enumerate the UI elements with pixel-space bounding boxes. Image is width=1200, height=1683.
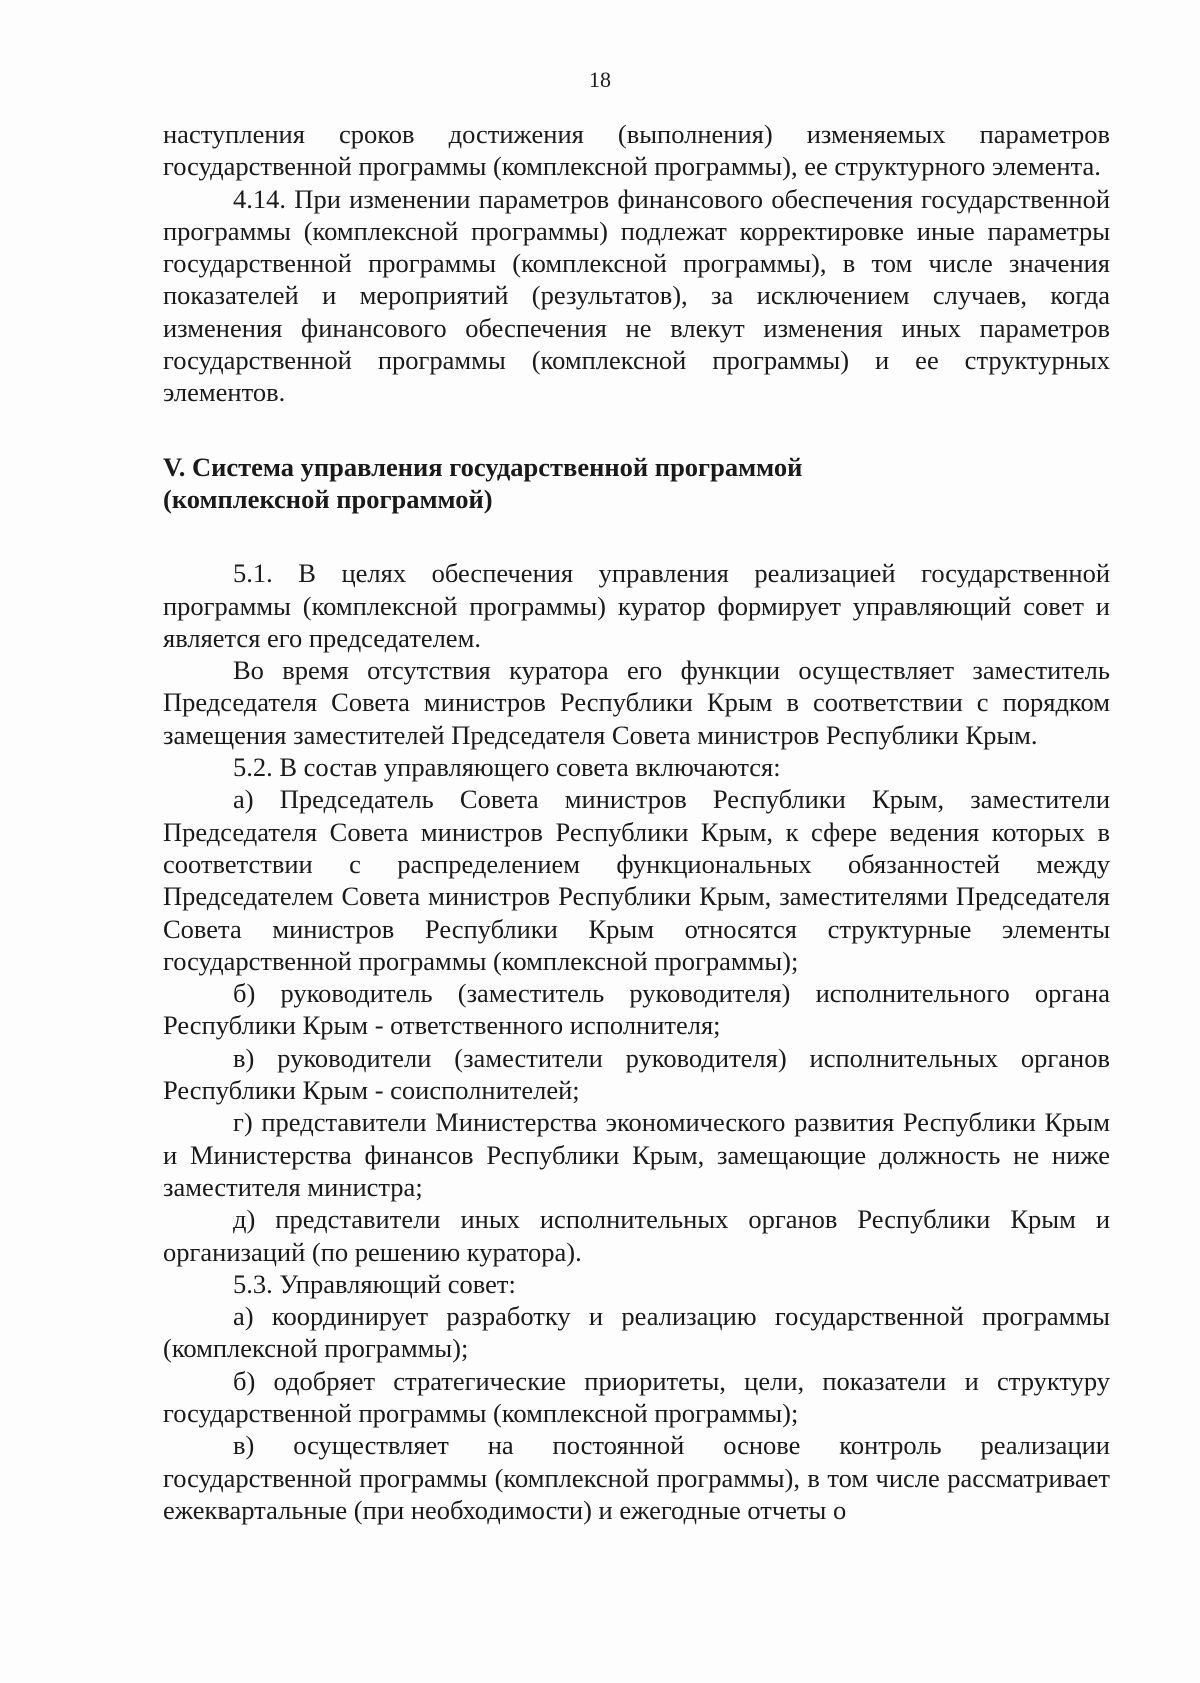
section-heading [163, 451, 1110, 516]
list-item-b: б) одобряет стратегические приоритеты, цели, показатели и структуру государственной программы (комплексной программы); [163, 1365, 1110, 1428]
section-heading-line-1: V. Система управления государственной программой [163, 451, 803, 482]
document-body [163, 118, 1110, 1526]
paragraph: Во время отсутствия куратора его функции осуществляет заместитель Председателя Совета министров Республики Крым в соответствии с порядком замещения заместителей Председателя Совета министров Республики Крым. [163, 655, 1110, 750]
paragraph-5-2: 5.2. В состав управляющего совета включаются: [233, 752, 781, 783]
list-item-g: г) представители Министерства экономического развития Республики Крым и Министерства финансов Республики Крым, замещающие должность не ниже заместителя министра; [163, 1107, 1110, 1202]
paragraph-4-14: 4.14. При изменении параметров финансового обеспечения государственной программы (комплексной программы) подлежат корректировке иные параметры государственной программы (комплексной программы), в том числе значения показателей и мероприятий (результатов), за исключением случаев, когда изменения финансового обеспечения не влекут изменения иных параметров государственной программы (комплексной программы) и ее структурных элементов. [163, 183, 1110, 408]
list-item-b: б) руководитель (заместитель руководителя) исполнительного органа Республики Крым - ответственного исполнителя; [163, 978, 1110, 1041]
list-item-a: а) координирует разработку и реализацию государственной программы (комплексной программы); [163, 1301, 1110, 1364]
list-item-v: в) руководители (заместители руководителя) исполнительных органов Республики Крым - соисполнителей; [163, 1042, 1110, 1106]
list-item-v: в) осуществляет на постоянной основе контроль реализации государственной программы (комплексной программы), в том числе рассматривает ежеквартальные (при необходимости) и ежегодные отчеты о [163, 1430, 1110, 1525]
paragraph-5-1: 5.1. В целях обеспечения управления реализацией государственной программы (комплексной программы) куратор формирует управляющий совет и является его председателем. [163, 558, 1110, 653]
list-item-a: а) Председатель Совета министров Республики Крым, заместители Председателя Совета министров Республики Крым, к сфере ведения которых в соответствии с распределением функциональных обязанностей между Председателем Совета министров Республики Крым, заместителями Председателя Совета министров Республики Крым относятся структурные элементы государственной программы (комплексной программы); [163, 784, 1110, 976]
paragraph-5-3: 5.3. Управляющий совет: [233, 1268, 516, 1299]
list-item-d: д) представители иных исполнительных органов Республики Крым и организаций (по решению куратора). [163, 1204, 1110, 1267]
section-heading-line-2: (комплексной программой) [163, 483, 493, 514]
paragraph: наступления сроков достижения (выполнения) изменяемых параметров государственной программы (комплексной программы), ее структурного элемента. [163, 119, 1110, 182]
page-number: 18 [589, 67, 611, 92]
